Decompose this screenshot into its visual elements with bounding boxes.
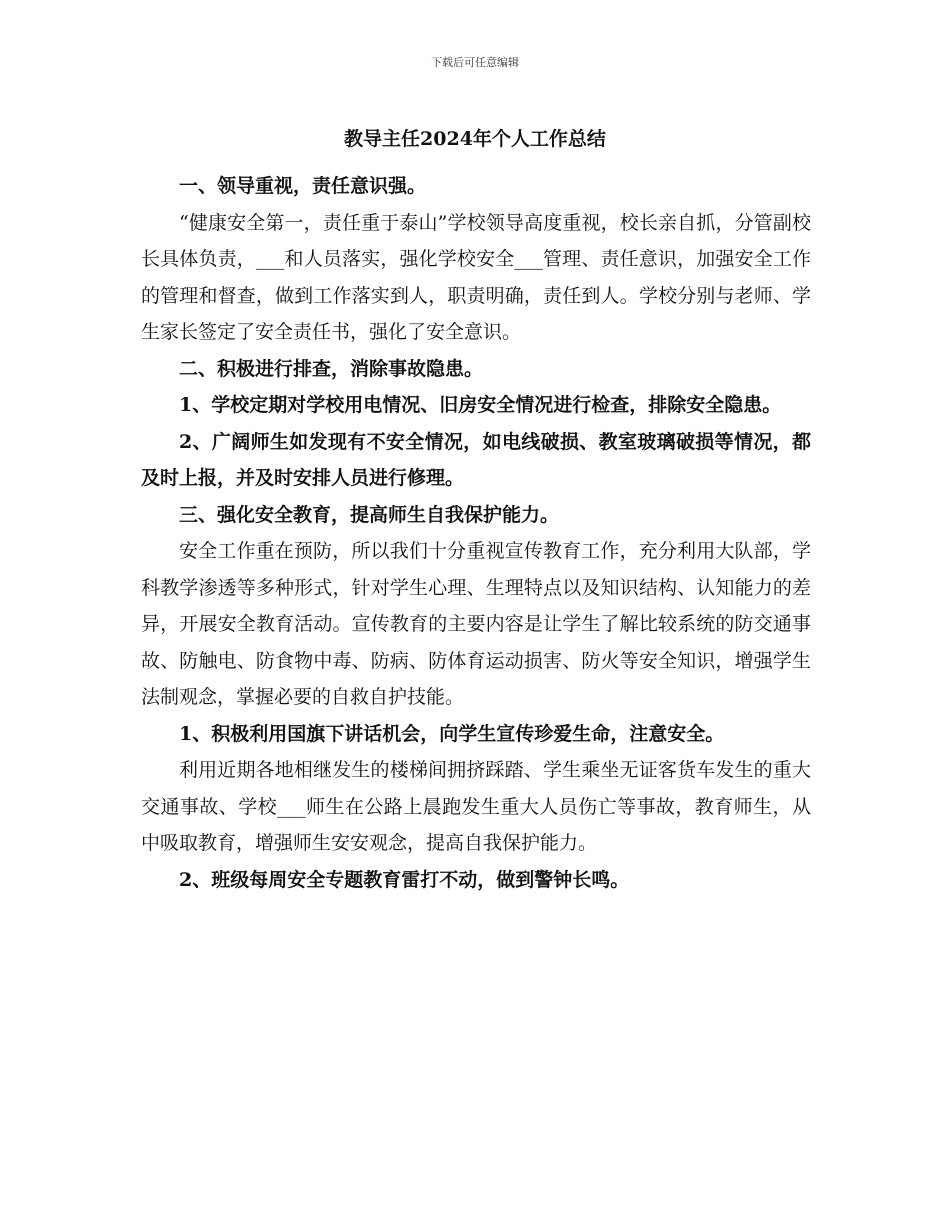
- sub-item-3-2: 2、班级每周安全专题教育雷打不动，做到警钟长鸣。: [179, 868, 630, 891]
- document-body: [141, 168, 811, 898]
- section-heading-1: 一、领导重视，责任意识强。: [179, 175, 427, 197]
- sub-item-2-2: 2、广阔师生如发现有不安全情况，如电线破损、教室玻璃破损等情况，都及时上报，并及时安排人员进行修理。: [141, 430, 811, 489]
- sub-item-3-1: 1、积极利用国旗下讲话机会，向学生宣传珍爱生命，注意安全。: [179, 722, 725, 745]
- document-title: 教导主任2024年个人工作总结: [344, 128, 606, 150]
- section-heading-2: 二、积极进行排查，消除事故隐患。: [179, 357, 484, 380]
- body-paragraph-1: “健康安全第一，责任重于泰山”学校领导高度重视，校长亲自抓，分管副校长具体负责，___和人员落实，强化学校安全___管理、责任意识，加强安全工作的管理和督查，做到工作落实到人，职责明确，责任到人。学校分别与老师、学生家长签定了安全责任书，强化了安全意识。: [141, 211, 811, 343]
- section-heading-3: 三、强化安全教育，提高师生自我保护能力。: [179, 503, 560, 526]
- body-paragraph-3-1: 利用近期各地相继发生的楼梯间拥挤踩踏、学生乘坐无证客货车发生的重大交通事故、学校___师生在公路上晨跑发生重大人员伤亡等事故，教育师生，从中吸取教育，增强师生安安观念，提高自我保护能力。: [141, 759, 811, 854]
- body-paragraph-3: 安全工作重在预防，所以我们十分重视宣传教育工作，充分利用大队部，学科教学渗透等多种形式，针对学生心理、生理特点以及知识结构、认知能力的差异，开展安全教育活动。宣传教育的主要内容是让学生了解比较系统的防交通事故、防触电、防食物中毒、防病、防体育运动损害、防火等安全知识，增强学生法制观念，掌握必要的自救自护技能。: [141, 540, 811, 708]
- sub-item-2-1: 1、学校定期对学校用电情况、旧房安全情况进行检查，排除安全隐患。: [179, 394, 782, 416]
- header-note: 下载后可任意编辑: [431, 56, 519, 69]
